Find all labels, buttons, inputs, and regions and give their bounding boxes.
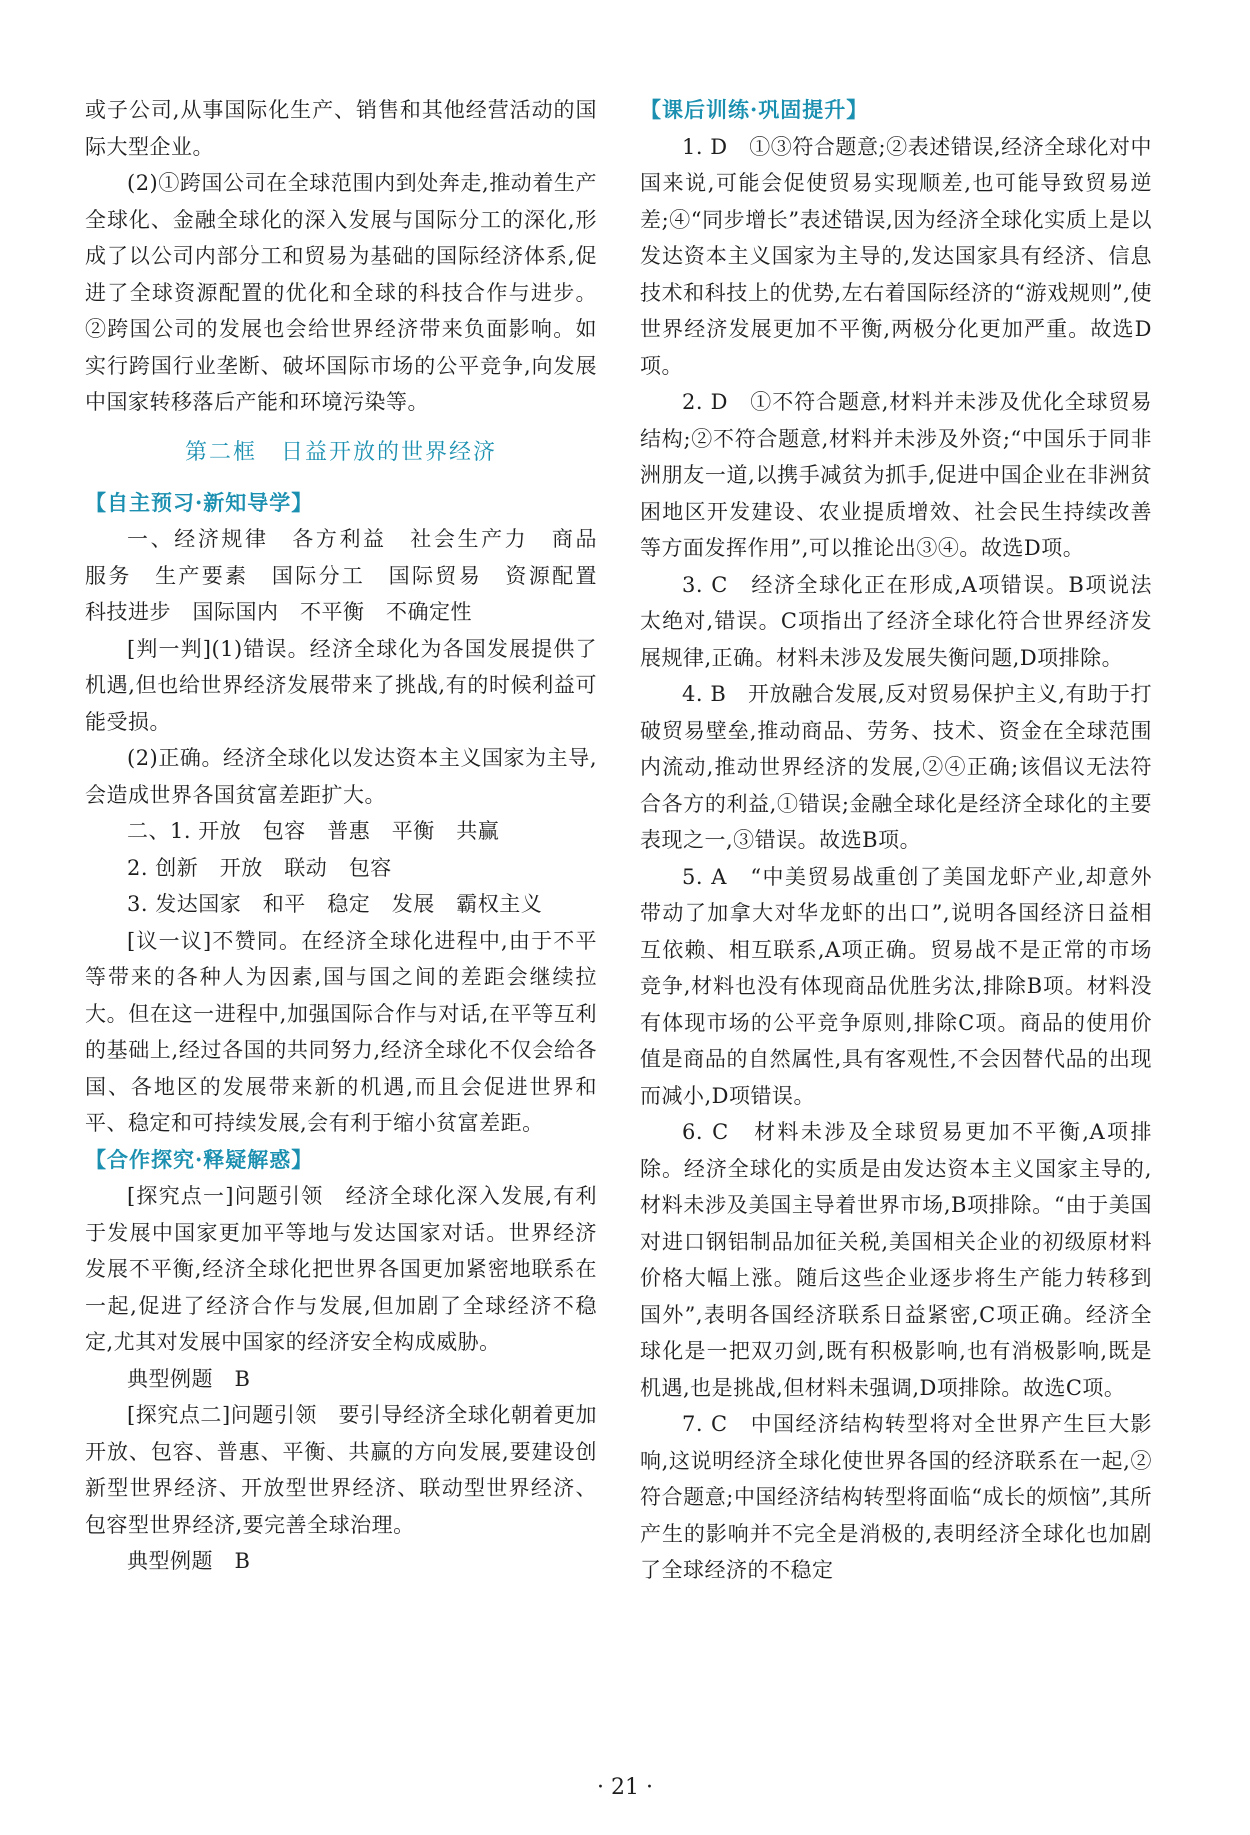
left-column [85,92,619,1580]
answer-2: 2. D ①不符合题意,材料并未涉及优化全球贸易结构;②不符合题意,材料并未涉及外资;“中国乐于同非洲朋友一道,以携手减贫为抓手,促进中国企业在非洲贫困地区开发建设、农业提质增效、社会民生持续改善等方面发挥作用”,可以推论出③④。故选D项。 [640,390,1152,560]
answer-1: 1. D ①③符合题意;②表述错误,经济全球化对中国来说,可能会促使贸易实现顺差,也可能导致贸易逆差;④“同步增长”表述错误,因为经济全球化实质上是以发达资本主义国家为主导的,发达国家具有经济、信息技术和科技上的优势,左右着国际经济的“游戏规则”,使世界经济发展更加不平衡,两极分化更加严重。故选D项。 [640,134,1152,378]
answer-7: 7. C 中国经济结构转型将对全世界产生巨大影响,这说明经济全球化使世界各国的经济联系在一起,②符合题意;中国经济结构转型将面临“成长的烦恼”,其所产生的影响并不完全是消极的,表明经济全球化也加剧了全球经济的不稳定 [640,1412,1152,1582]
paragraph-judge-2: (2)正确。经济全球化以发达资本主义国家为主导,会造成世界各国贫富差距扩大。 [85,746,597,807]
paragraph-answer-2: (2)①跨国公司在全球范围内到处奔走,推动着生产全球化、金融全球化的深入发展与国际分工的深化,形成了以公司内部分工和贸易为基础的国际经济体系,促进了全球资源配置的优化和全球的科技合作与进步。②跨国公司的发展也会给世界经济带来负面影响。如实行跨国行业垄断、破坏国际市场的公平竞争,向发展中国家转移落后产能和环境污染等。 [85,171,597,414]
answer-3: 3. C 经济全球化正在形成,A项错误。B项说法太绝对,错误。C项指出了经济全球化符合世界经济发展规律,正确。材料未涉及发展失衡问题,D项排除。 [640,572,1152,670]
page-number: · 21 · [597,1775,653,1800]
section-heading-cooperate: 【合作探究·释疑解惑】 [85,1146,314,1172]
paragraph-example-1: 典型例题 B [127,1366,251,1391]
paragraph-continuation: 或子公司,从事国际化生产、销售和其他经营活动的国际大型企业。 [85,98,597,159]
paragraph-explore-1: [探究点一]问题引领 经济全球化深入发展,有利于发展中国家更加平等地与发达国家对话。世界经济发展不平衡,经济全球化把世界各国更加紧密地联系在一起,促进了经济合作与发展,但加剧了全球经济不稳定,尤其对发展中国家的经济安全构成威胁。 [85,1184,597,1354]
paragraph-fill-blanks: 一、经济规律 各方利益 社会生产力 商品 服务 生产要素 国际分工 国际贸易 资源配置 科技进步 国际国内 不平衡 不确定性 [85,527,619,624]
paragraph-part2-2: 2. 创新 开放 联动 包容 [127,855,392,880]
paragraph-judge-1: [判一判](1)错误。经济全球化为各国发展提供了机遇,但也给世界经济发展带来了挑战,有的时候利益可能受损。 [85,636,597,734]
paragraph-part2-3: 3. 发达国家 和平 稳定 发展 霸权主义 [127,892,543,916]
answer-5: 5. A “中美贸易战重创了美国龙虾产业,却意外带动了加拿大对华龙虾的出口”,说明各国经济日益相互依赖、相互联系,A项正确。贸易战不是正常的市场竞争,材料也没有体现商品优胜劣汰,排除B项。材料没有体现市场的公平竞争原则,排除C项。商品的使用价值是商品的自然属性,具有客观性,不会因替代品的出现而减小,D项错误。 [640,864,1152,1108]
section-title: 第二框 日益开放的世界经济 [184,439,497,465]
paragraph-explore-2: [探究点二]问题引领 要引导经济全球化朝着更加开放、包容、普惠、平衡、共赢的方向发展,要建设创新型世界经济、开放型世界经济、联动型世界经济、包容型世界经济,要完善全球治理。 [85,1403,597,1537]
answer-6: 6. C 材料未涉及全球贸易更加不平衡,A项排除。经济全球化的实质是由发达资本主义国家主导的,材料未涉及美国主导着世界市场,B项排除。“由于美国对进口钢铝制品加征关税,美国相关企业的初级原材料价格大幅上涨。随后这些企业逐步将生产能力转移到国外”,表明各国经济联系日益紧密,C项正确。经济全球化是一把双刃剑,既有积极影响,也有消极影响,既是机遇,也是挑战,但材料未强调,D项排除。故选C项。 [640,1120,1152,1400]
section-heading-preview: 【自主预习·新知导学】 [85,489,314,515]
paragraph-part2-1: 二、1. 开放 包容 普惠 平衡 共赢 [127,819,500,843]
paragraph-discuss: [议一议]不赞同。在经济全球化进程中,由于不平等带来的各种人为因素,国与国之间的差距会继续拉大。但在这一进程中,加强国际合作与对话,在平等互利的基础上,经过各国的共同努力,经济全球化不仅会给各国、各地区的发展带来新的机遇,而且会促进世界和平、稳定和可持续发展,会有利于缩小贫富差距。 [85,928,597,1135]
paragraph-example-2: 典型例题 B [127,1549,251,1573]
section-heading-training: 【课后训练·巩固提升】 [640,97,869,122]
right-column [640,92,1152,1589]
answer-4: 4. B 开放融合发展,反对贸易保护主义,有助于打破贸易壁垒,推动商品、劳务、技术、资金在全球范围内流动,推动世界经济的发展,②④正确;该倡议无法符合各方的利益,①错误;金融全球化是经济全球化的主要表现之一,③错误。故选B项。 [640,682,1152,852]
